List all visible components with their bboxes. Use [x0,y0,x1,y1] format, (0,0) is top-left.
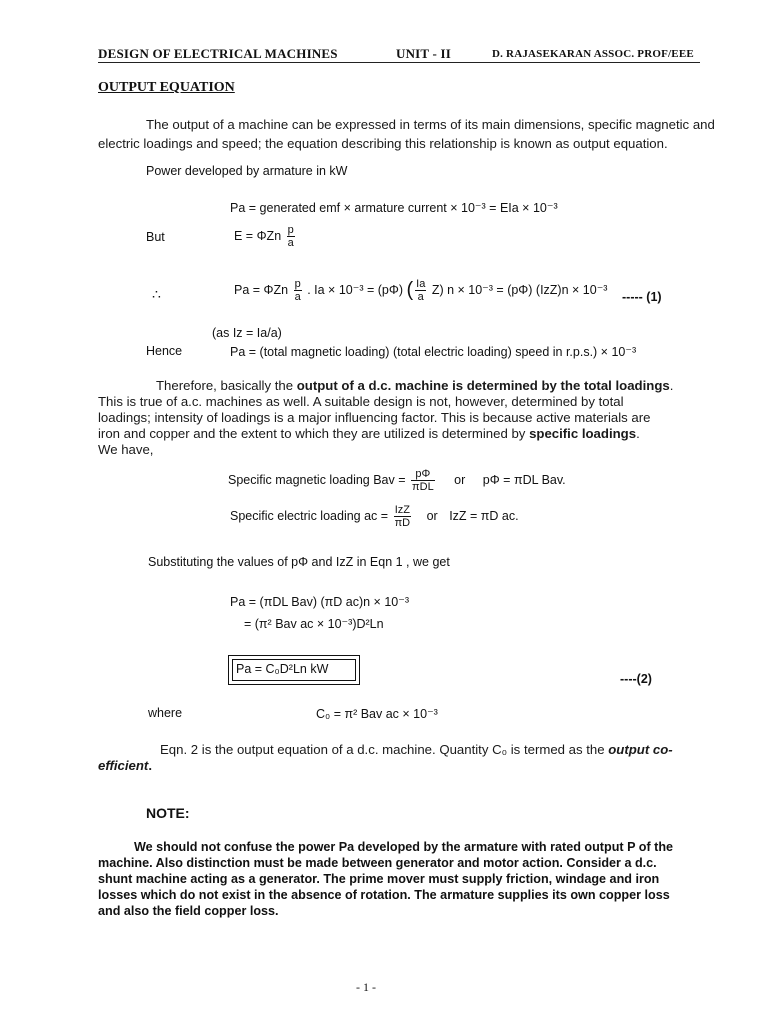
as-note: (as Iz = Ia/a) [212,326,282,340]
equation-sub-2: = (π² Bav ac × 10⁻³)D²Ln [244,617,384,631]
para2-line-4-c: . [636,426,640,441]
equation-pa-expanded-part-a: Pa = ΦZn [234,282,289,297]
note-line-2: machine. Also distinction must be made between generator and motor action. Consider a d.c. [98,856,657,870]
where-label: where [148,706,183,720]
para2-line-1-bold: output of a d.c. machine is determined by the total loadings [296,378,670,393]
substituting-text: Substituting the values of pΦ and IzZ in Eqn 1 , we get [148,555,450,569]
eqn2-text-italic: output co- [608,742,673,757]
fraction-numerator: Ia [416,278,426,290]
note-line-3: shunt machine acting as a generator. The prime mover must supply friction, windage and iron [98,872,660,886]
section-title: OUTPUT EQUATION [98,80,235,95]
intro-line-2: electric loadings and speed; the equation describing this relationship is known as output equation. [98,136,668,151]
eqn2-text-a: Eqn. 2 is the output equation of a d.c. machine. Quantity C₀ is termed as the [160,742,609,757]
fraction-numerator: p [287,224,294,236]
eqn2-line-2 [98,758,152,773]
header-left: DESIGN OF ELECTRICAL MACHINES [98,46,338,61]
para2-line-4 [98,426,640,441]
note-line-5: and also the field copper loss. [98,904,279,918]
para2-line-3: loadings; intensity of loadings is a major influencing factor. This is because active materials are [98,410,651,425]
para2-line-5: We have, [98,442,154,457]
fraction-denominator: a [294,291,301,303]
para2-line-1 [156,378,673,393]
but-label: But [146,230,165,244]
equation-pa-expanded [234,278,607,303]
para2-line-2: This is true of a.c. machines as well. A suitable design is not, however, determined by total [98,394,624,409]
header-right: D. RAJASEKARAN ASSOC. PROF/EEE [492,48,694,60]
equation-number-1: ----- (1) [622,290,662,304]
fraction-numerator: IzZ [394,504,410,516]
para2-line-1-c: . [669,378,674,393]
spec-elec-or: or [426,508,438,523]
spec-elec-rhs: IzZ = πD ac. [449,508,519,523]
note-title: NOTE: [146,805,190,821]
header-rule [98,62,700,63]
para2-line-4-bold: specific loadings [529,426,637,441]
hence-label: Hence [146,344,183,358]
equation-hence: Pa = (total magnetic loading) (total electric loading) speed in r.p.s.) × 10⁻³ [230,345,637,359]
power-developed-text: Power developed by armature in kW [146,164,348,178]
boxed-equation: Pa = C₀D²Ln kW [236,662,329,676]
paren-open: ( [406,279,414,301]
page-number: - 1 - [356,980,376,994]
fraction-denominator: a [287,237,294,249]
specific-magnetic-loading [228,468,566,493]
equation-pa: Pa = generated emf × armature current × 10⁻³ = EIa × 10⁻³ [230,201,558,215]
equation-e-lhs: E = ΦZn [234,228,282,243]
equation-e-fraction [287,224,295,249]
equation-c0: C₀ = π² Bav ac × 10⁻³ [316,707,438,721]
note-line-4: losses which do not exist in the absence of rotation. The armature supplies its own copper loss [98,888,670,902]
fraction-denominator: a [417,291,424,303]
spec-mag-or: or [454,472,466,487]
spec-elec-label: Specific electric loading ac = [230,508,389,523]
fraction-denominator: πD [394,517,411,529]
eqn2-line-1 [160,742,673,757]
equation-pa-expanded-part-b: . Ia × 10⁻³ = (pΦ) [307,282,403,297]
equation-number-2: ----(2) [620,672,652,686]
spec-elec-fraction [394,504,412,529]
therefore-symbol: ∴ [152,286,161,302]
spec-mag-fraction [411,468,435,493]
intro-line-1: The output of a machine can be expressed in terms of its main dimensions, specific magnetic and [146,117,715,132]
header-center: UNIT - II [396,46,452,61]
specific-electric-loading [230,504,519,529]
spec-mag-label: Specific magnetic loading Bav = [228,472,406,487]
fraction-numerator: p [294,278,301,290]
fraction-numerator: pΦ [411,468,435,481]
fraction-ia-over-a [415,278,426,303]
fraction-p-over-a [294,278,302,303]
note-line-1: We should not confuse the power Pa developed by the armature with rated output P of the [134,840,674,854]
equation-sub-1: Pa = (πDL Bav) (πD ac)n × 10⁻³ [230,595,409,609]
spec-mag-rhs: pΦ = πDL Bav. [482,472,566,487]
fraction-denominator: πDL [412,481,434,493]
equation-e [234,224,297,249]
eqn2-text-c: efficient [98,758,149,773]
para2-line-1-a: Therefore, basically the [156,378,297,393]
eqn2-text-d: . [148,758,152,773]
equation-pa-expanded-part-c: Z) n × 10⁻³ = (pΦ) (IzZ)n × 10⁻³ [431,282,608,297]
para2-line-4-a: iron and copper and the extent to which they are utilized is determined by [98,426,530,441]
